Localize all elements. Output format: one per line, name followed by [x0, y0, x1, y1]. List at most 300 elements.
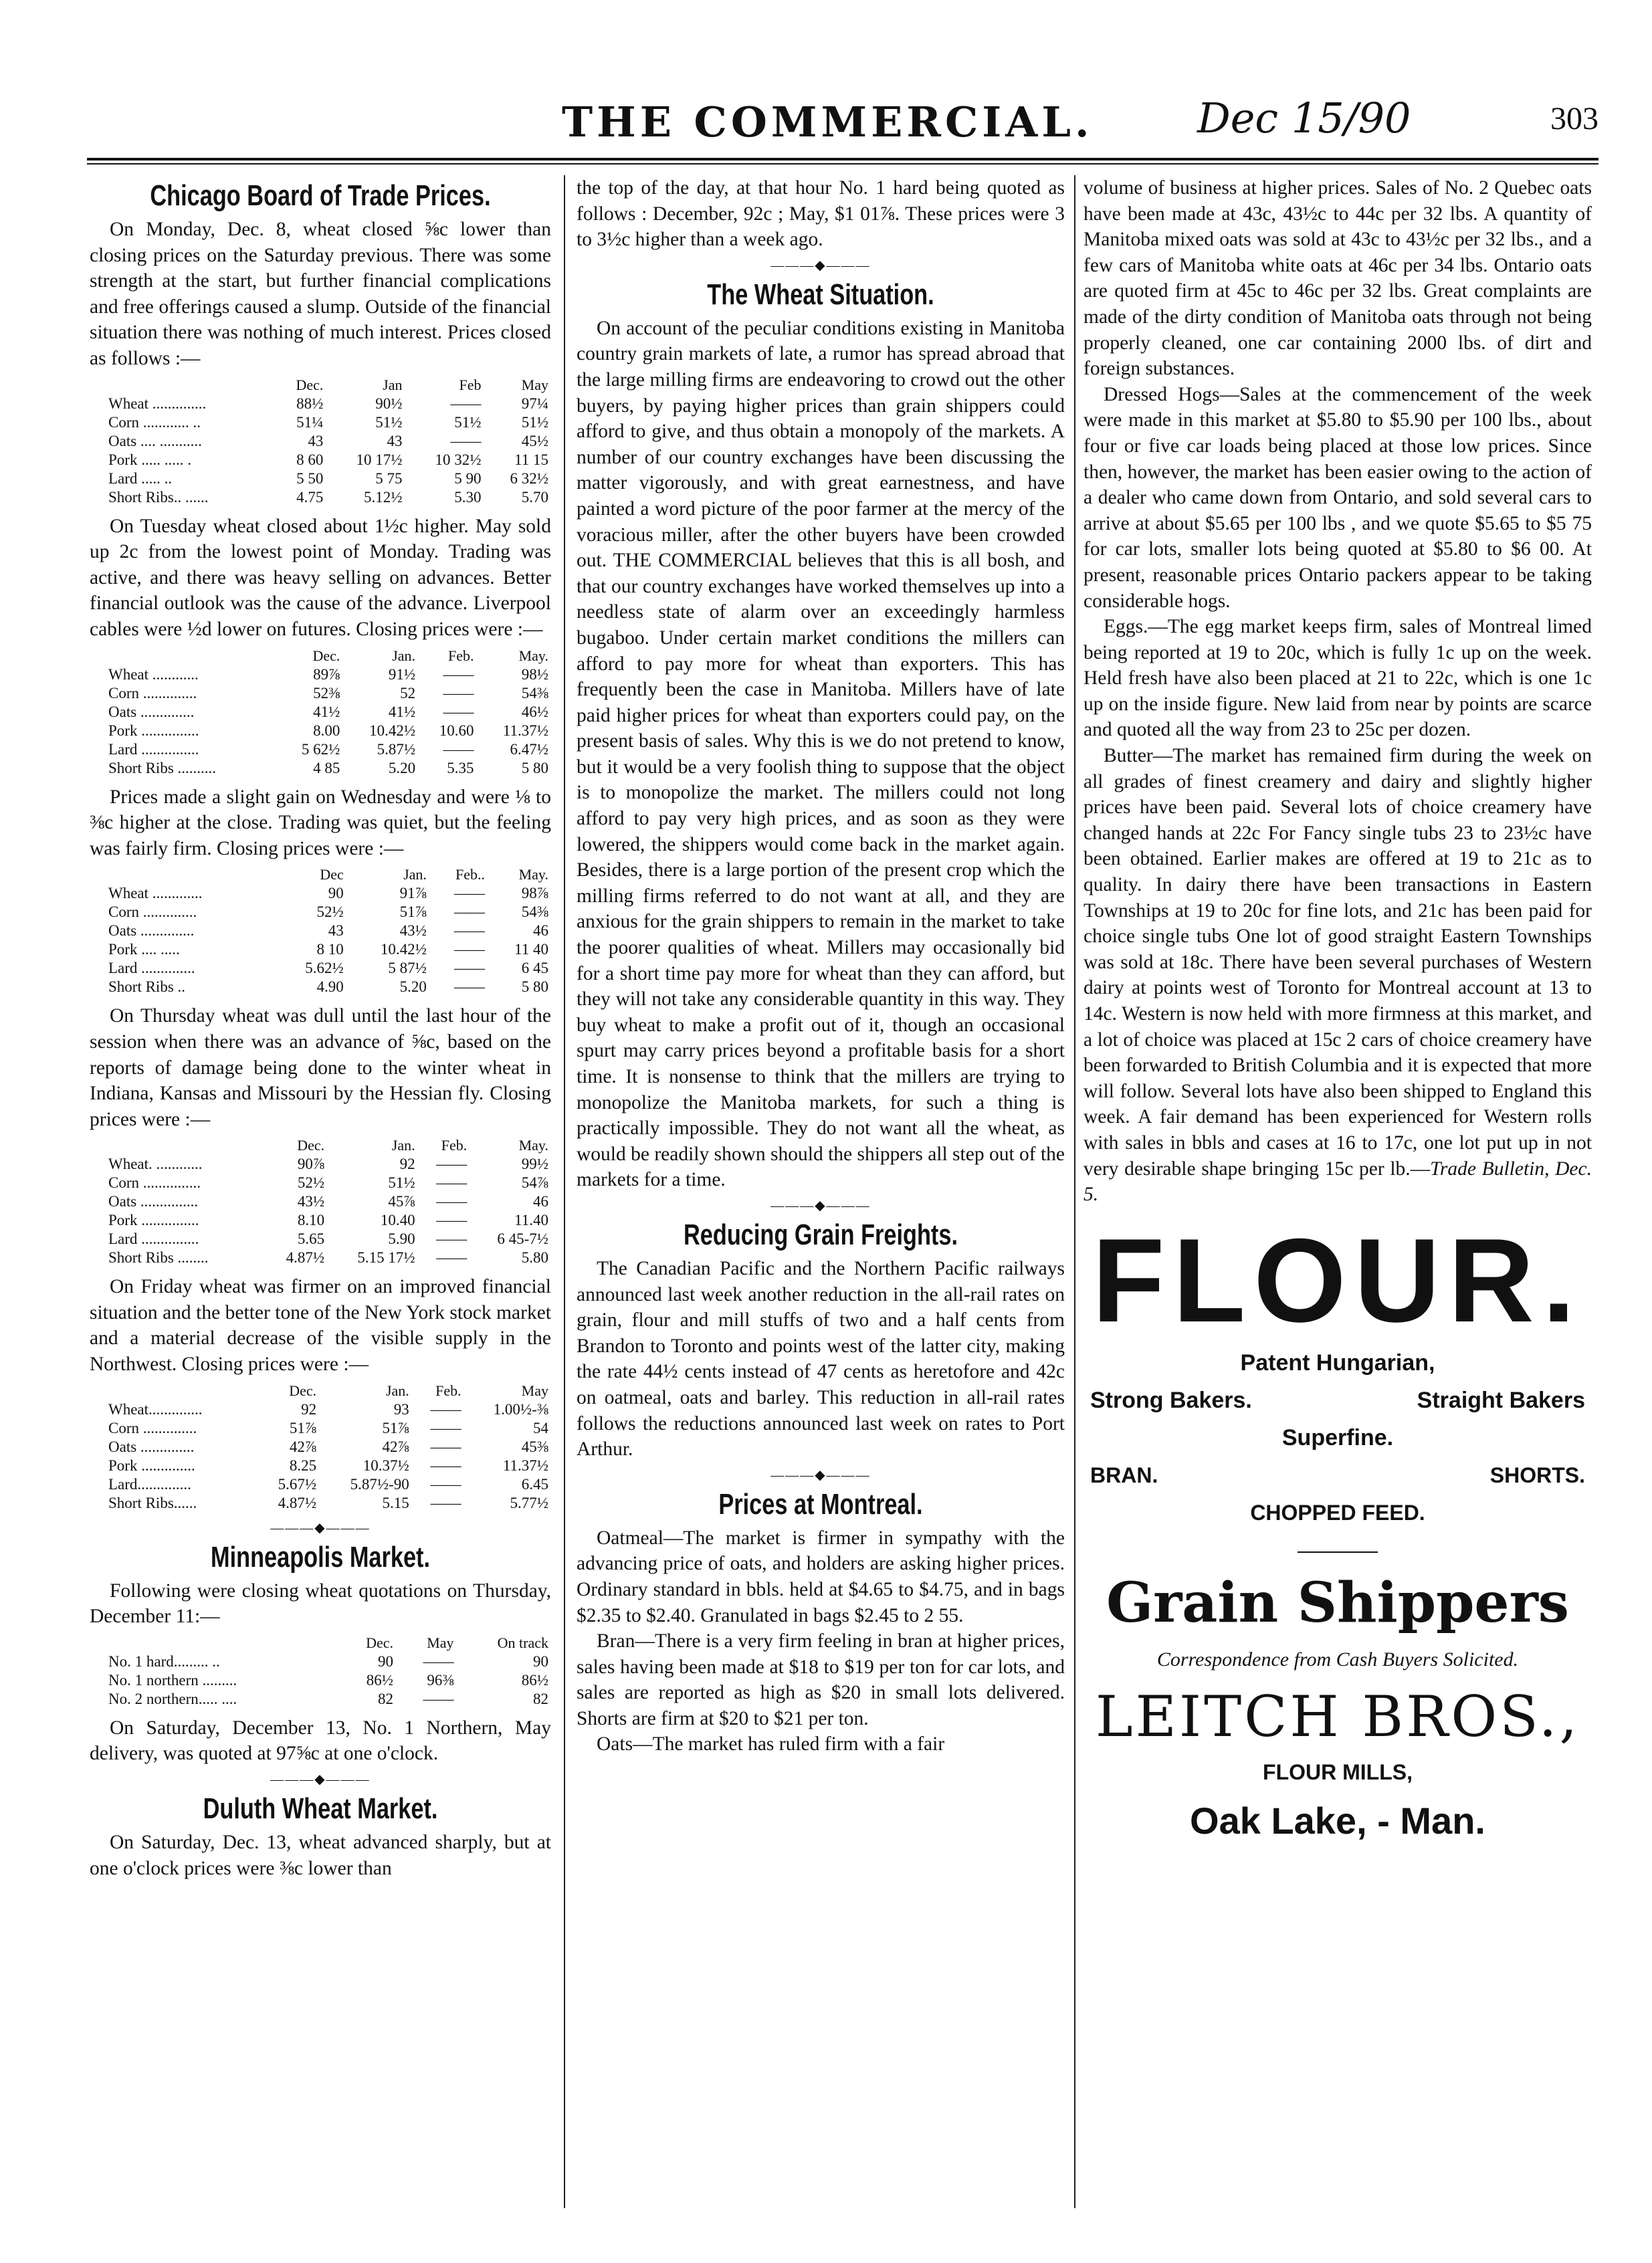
table-row: [90, 759, 551, 778]
table-cell: Pork .... .....: [108, 941, 180, 958]
table-cell: 90: [533, 1652, 548, 1670]
table-cell: ——: [443, 703, 474, 720]
table-cell: 90: [328, 885, 344, 902]
table-cell: ——: [450, 432, 482, 449]
table-cell: 4.90: [316, 978, 344, 996]
table-cell: 8.00: [313, 722, 340, 739]
table-header-cell: Dec.: [289, 1382, 317, 1399]
table-cell: Corn ............ ..: [108, 413, 201, 431]
table-cell: 11.37½: [502, 1457, 548, 1474]
table-header-cell: [90, 647, 279, 665]
ad-correspondence: Correspondence from Cash Buyers Solicited.: [1156, 1648, 1519, 1671]
table-cell: 91½: [388, 665, 416, 683]
article-wheat-situation: [577, 278, 1065, 1193]
table-cell: 6.45: [521, 1475, 548, 1493]
article-paragraph-continued: the top of the day, at that hour No. 1 hard being quoted as follows : December, 92c ; May, $1 01⅞. These prices were 3 to 3½c higher than a week ago.: [577, 177, 1065, 251]
table-cell: 43½: [399, 922, 427, 940]
table-cell: 82: [533, 1690, 548, 1707]
table-row: [90, 665, 551, 684]
table-cell: 5.80: [521, 1249, 548, 1267]
table-header-cell: Dec: [320, 866, 344, 883]
table-cell: 92: [301, 1400, 317, 1418]
table-cell: ——: [423, 1652, 454, 1670]
table-cell: 5.30: [454, 488, 482, 506]
column-3: [1083, 175, 1592, 2215]
table-cell: 11.37½: [502, 722, 548, 739]
table-cell: 5 50: [296, 469, 324, 487]
table-cell: 4.75: [296, 488, 324, 506]
table-row: [90, 1230, 551, 1249]
table-row: [90, 1211, 551, 1230]
table-cell: Pork ..... ..... .: [108, 451, 191, 468]
table-cell: 10 17½: [356, 451, 403, 468]
table-cell: ——: [436, 1174, 468, 1192]
table-cell: ——: [430, 1457, 461, 1474]
table-cell: ——: [453, 885, 485, 902]
table-row: [90, 722, 551, 740]
table-cell: 91⅞: [399, 885, 427, 902]
table-row: [90, 1671, 551, 1690]
table-cell: 82: [378, 1690, 394, 1707]
table-row: [90, 1400, 551, 1419]
table-cell: 5 80: [521, 978, 548, 996]
table-cell: 96⅜: [427, 1671, 454, 1689]
table-cell: 5.87½: [377, 740, 416, 758]
table-cell: 51⅞: [382, 1419, 409, 1436]
table-cell: ——: [443, 665, 474, 683]
masthead-rule-thick: [87, 158, 1598, 160]
table-cell: 41½: [388, 703, 416, 720]
article-minneapolis: [90, 1541, 551, 1767]
table-cell: 86½: [366, 1671, 394, 1689]
table-cell: Lard..............: [108, 1475, 191, 1493]
ad-item: Strong Bakers.: [1090, 1387, 1252, 1413]
table-cell: 90½: [375, 395, 403, 412]
ad-line: Patent Hungarian,: [1240, 1350, 1435, 1376]
table-cell: Oats ..............: [108, 703, 195, 720]
article-paragraph: On Friday wheat was firmer on an improved financial situation and the better tone of the New York stock market and a material decrease of the visible supply in the Northwest. Closing prices were :—: [90, 1276, 551, 1376]
table-header-cell: Dec.: [296, 376, 324, 393]
section-separator: ———◆———: [270, 1772, 371, 1788]
table-cell: 93: [393, 1400, 409, 1418]
table-row: [90, 903, 551, 922]
table-header-cell: Jan.: [392, 647, 416, 664]
article-paragraph: On Tuesday wheat closed about 1½c higher. May sold up 2c from the lowest point of Monday. Trading was active, and there was heavy selling on advances. Better financial outlook was the cause of the advance. Liverpool cables were ½d lower on futures. Closing prices were :—: [90, 515, 551, 640]
table-cell: 46: [533, 1193, 548, 1210]
table-cell: 4.87½: [286, 1249, 325, 1267]
table-cell: 45½: [521, 432, 548, 449]
table-cell: 10 32½: [435, 451, 482, 468]
table-header-row: [90, 1136, 551, 1155]
table-cell: Wheat..............: [108, 1400, 203, 1418]
table-row: [90, 1438, 551, 1457]
table-cell: 54⅞: [521, 1174, 548, 1192]
ad-company-name: LEITCH BROS.,: [1095, 1683, 1580, 1749]
table-cell: 52⅜: [313, 684, 340, 702]
table-row: [90, 884, 551, 903]
table-row: [90, 1249, 551, 1267]
table-cell: 51½: [454, 413, 482, 431]
ad-flour-mills: FLOUR MILLS,: [1263, 1759, 1413, 1784]
table-header-row: [90, 1382, 551, 1400]
table-cell: 97¼: [521, 395, 548, 412]
table-header-cell: Feb..: [455, 866, 485, 883]
table-cell: Short Ribs ..........: [108, 759, 217, 776]
table-header-cell: May.: [518, 647, 548, 664]
table-cell: 5 75: [375, 469, 403, 487]
table-header-cell: May: [427, 1634, 454, 1651]
table-cell: 45⅜: [521, 1438, 548, 1455]
table-cell: Oats .... ...........: [108, 432, 202, 449]
table-header-cell: May: [521, 1382, 548, 1399]
article-paragraph: [1083, 743, 1592, 1208]
table-row: [90, 922, 551, 940]
table-cell: 5.65: [297, 1230, 325, 1248]
price-table: [90, 865, 551, 996]
table-cell: 41½: [313, 703, 340, 720]
table-header-row: [90, 1634, 551, 1652]
table-cell: 54⅜: [521, 684, 548, 702]
ad-row: [1083, 1457, 1592, 1494]
table-header-cell: Jan.: [403, 866, 427, 883]
table-header-cell: May.: [518, 1137, 548, 1154]
table-header-cell: Feb: [459, 376, 482, 393]
table-cell: No. 1 hard......... ..: [108, 1652, 220, 1670]
table-cell: 92: [399, 1156, 415, 1173]
table-cell: 89⅞: [313, 665, 340, 683]
article-heading: Minneapolis Market.: [210, 1540, 431, 1574]
table-header-cell: [90, 1382, 256, 1400]
table-row: [90, 1494, 551, 1513]
ad-item: BRAN.: [1090, 1463, 1158, 1487]
table-header-cell: [90, 376, 276, 395]
article-duluth: [90, 1792, 551, 1881]
table-row: [90, 703, 551, 722]
table-cell: 45⅞: [388, 1193, 415, 1210]
table-cell: 6 32½: [510, 469, 548, 487]
table-header-cell: May.: [518, 866, 548, 883]
table-cell: 99½: [521, 1156, 548, 1173]
price-table: [90, 376, 551, 507]
table-cell: 54⅜: [521, 903, 548, 921]
table-cell: 51½: [375, 413, 403, 431]
table-cell: 90: [378, 1652, 394, 1670]
table-cell: 98½: [521, 665, 548, 683]
table-row: [90, 1419, 551, 1438]
table-cell: Short Ribs ........: [108, 1249, 209, 1267]
table-header-row: [90, 865, 551, 884]
butter-text: Butter—The market has remained firm during the week on all grades of finest creamery and dairy and slightly higher prices have been paid. Several lots of choice creamery have changed hands at 22c For Fancy single tubs 23 to 23½c have been obtained. Earlier makes are offered at 19 to 21c as to quality. In dairy there have been transactions in Eastern Townships at 19 to 20c for fine lots, and 21c has been paid for choice single tubs One lot of good straight Eastern Townships was sold at 18c. There have been several purchases of Western dairy at points west of Toronto for Montreal account at 13 to 14c. Western is now held with more firmness at this market, and a lot of choice was placed at 15c 2 cars of choice creamery have been forwarded to British Columbia and it is expected that more will follow. Several lots have also been shipped to England this week. A fair demand has been experienced for Western rolls with sales in bbls and cases at 16 to 17c, one lot put up in not very desirable shape bringing 15c per lb.—: [1083, 745, 1592, 1180]
article-paragraph: Eggs.—The egg market keeps firm, sales of Montreal limed being reported at 19 to 20c, which is fully 1c up on the week. Held fresh have also been placed at 21 to 22c, which is one 1c up on the inside figure. New laid from near by points are scarce and quoted all the way from 23 to 25c per dozen.: [1083, 616, 1592, 741]
table-header-cell: On track: [497, 1634, 548, 1651]
price-table: [90, 1136, 551, 1267]
table-cell: ——: [436, 1249, 468, 1267]
price-table: [90, 1382, 551, 1513]
article-chicago: [90, 179, 551, 1513]
table-header-cell: Dec.: [312, 647, 340, 664]
article-paragraph: On Saturday, December 13, No. 1 Northern, May delivery, was quoted at 97⅝c at one o'clock.: [90, 1717, 551, 1765]
table-cell: ——: [430, 1400, 461, 1418]
ad-grain-shippers: Grain Shippers: [1106, 1570, 1569, 1635]
table-cell: ——: [423, 1690, 454, 1707]
table-cell: Oats ..............: [108, 922, 195, 940]
table-header-row: [90, 376, 551, 395]
table-cell: 5.90: [388, 1230, 415, 1248]
ad-line: Superfine.: [1281, 1424, 1394, 1450]
table-row: [90, 413, 551, 432]
ad-location: Oak Lake, - Man.: [1190, 1799, 1485, 1842]
table-cell: Corn ..............: [108, 903, 197, 921]
table-header-cell: [90, 865, 276, 884]
table-cell: 10.40: [380, 1212, 415, 1229]
table-cell: 5 90: [454, 469, 482, 487]
table-cell: ——: [443, 684, 474, 702]
table-cell: ——: [430, 1494, 461, 1511]
column-1: [90, 175, 551, 2215]
masthead-rule-thin: [87, 163, 1598, 165]
table-cell: 6.47½: [510, 740, 548, 758]
table-cell: Short Ribs......: [108, 1494, 197, 1511]
table-cell: 86½: [521, 1671, 548, 1689]
table-cell: ——: [430, 1438, 461, 1455]
table-cell: Corn ..............: [108, 1419, 197, 1436]
table-cell: No. 2 northern..... ....: [108, 1690, 237, 1707]
table-row: [90, 432, 551, 451]
table-cell: Oats ...............: [108, 1193, 199, 1210]
table-row: [90, 1155, 551, 1174]
section-separator: ———◆———: [270, 1520, 371, 1535]
table-cell: 51½: [388, 1174, 415, 1192]
table-cell: 10.42½: [369, 722, 416, 739]
article-paragraph: Oatmeal—The market is firmer in sympathy with the advancing price of oats, and holders are asking higher prices. Ordinary standard in bbls. held at $4.65 to $4.75, and in bags $2.35 to $2.40. Granulated in bags $2.45 to 2 55.: [577, 1527, 1065, 1626]
table-row: [90, 940, 551, 959]
table-cell: 5 80: [521, 759, 548, 776]
section-separator: ———◆———: [770, 257, 871, 273]
table-header-cell: Jan.: [391, 1137, 415, 1154]
table-cell: 5.15 17½: [357, 1249, 415, 1267]
table-row: [90, 1174, 551, 1192]
table-cell: ——: [450, 395, 482, 412]
masthead: [87, 94, 1598, 154]
table-cell: 43: [308, 432, 324, 449]
table-header-cell: Jan.: [385, 1382, 409, 1399]
table-cell: 98⅞: [521, 885, 548, 902]
table-cell: ——: [436, 1230, 468, 1248]
masthead-title: THE COMMERCIAL.: [562, 98, 1094, 146]
table-cell: 4 85: [313, 759, 340, 776]
table-cell: 52½: [316, 903, 344, 921]
ad-flour-headline: FLOUR.: [1092, 1213, 1584, 1347]
table-cell: 5 87½: [388, 960, 427, 977]
table-cell: 10.37½: [363, 1457, 409, 1474]
table-cell: ——: [443, 740, 474, 758]
table-row: [90, 451, 551, 469]
source-citation: Trade Bulletin, Dec. 5.: [1083, 1158, 1592, 1206]
table-cell: 6 45-7½: [497, 1230, 548, 1248]
table-cell: 5.70: [521, 488, 548, 506]
table-cell: 43: [387, 432, 403, 449]
table-cell: ——: [436, 1193, 468, 1210]
table-row: [90, 684, 551, 703]
table-cell: 5.20: [388, 759, 416, 776]
table-cell: Wheat. ............: [108, 1156, 203, 1173]
table-cell: 8 10: [316, 941, 344, 958]
article-paragraph: The Canadian Pacific and the Northern Pacific railways announced last week another reduction in the all-rail rates on grain, flour and mill stuffs of two and a half cents from Brandon to Toronto and points west of the latter city, making the rate 44½ cents instead of 47 cents as heretofore and 42c on oatmeal, oats and barley. This reduction in all-rail rates follows the reductions announced last week on rates to Port Arthur.: [577, 1257, 1065, 1461]
advertisement-leitch-bros: [1083, 1213, 1592, 1851]
table-cell: 5.62½: [305, 960, 344, 977]
table-cell: 5.67½: [278, 1475, 317, 1493]
table-cell: 11.40: [514, 1212, 548, 1229]
table-cell: 5.87½-90: [350, 1475, 409, 1493]
table-cell: 42⅞: [289, 1438, 317, 1455]
table-cell: 5 62½: [301, 740, 340, 758]
article-heading: Chicago Board of Trade Prices.: [150, 179, 491, 212]
table-cell: 5.35: [447, 759, 474, 776]
table-header-cell: Feb.: [448, 647, 474, 664]
table-cell: 51⅞: [289, 1419, 317, 1436]
table-cell: ——: [453, 922, 485, 940]
table-cell: 51⅞: [399, 903, 427, 921]
table-cell: 11 15: [514, 451, 548, 468]
table-row: [90, 1690, 551, 1709]
table-row: [90, 978, 551, 996]
article-heading: The Wheat Situation.: [707, 278, 934, 311]
table-row: [90, 469, 551, 488]
table-cell: 88½: [296, 395, 324, 412]
table-cell: Short Ribs ..: [108, 978, 186, 996]
table-cell: 10.60: [439, 722, 474, 739]
table-cell: 51½: [521, 413, 548, 431]
table-cell: Lard ..... ..: [108, 469, 173, 487]
ad-divider: [1298, 1551, 1378, 1553]
table-header-cell: Feb.: [435, 1382, 461, 1399]
table-cell: Corn ..............: [108, 684, 197, 702]
article-grain-freights: [577, 1218, 1065, 1463]
table-cell: ——: [453, 960, 485, 977]
ad-row: [1083, 1382, 1592, 1419]
table-cell: 42⅞: [382, 1438, 409, 1455]
table-row: [90, 1192, 551, 1211]
table-header-cell: Dec.: [366, 1634, 394, 1651]
section-separator: ———◆———: [770, 1198, 871, 1213]
table-header-cell: May: [521, 376, 548, 393]
table-cell: ——: [436, 1156, 468, 1173]
table-cell: 6 45: [521, 960, 548, 977]
article-heading: Prices at Montreal.: [718, 1487, 923, 1521]
table-cell: 8.10: [297, 1212, 325, 1229]
table-cell: 4.87½: [278, 1494, 317, 1511]
table-header-cell: Jan: [383, 376, 403, 393]
table-cell: Lard ...............: [108, 1230, 199, 1248]
table-row: [90, 959, 551, 978]
table-cell: ——: [453, 903, 485, 921]
table-cell: ——: [430, 1419, 461, 1436]
table-cell: Pork ...............: [108, 722, 199, 739]
table-header-cell: Feb.: [441, 1137, 468, 1154]
table-header-cell: [90, 1136, 264, 1155]
article-heading: Reducing Grain Freights.: [684, 1218, 958, 1251]
table-cell: 1.00½-⅜: [493, 1400, 548, 1418]
table-cell: 11 40: [514, 941, 548, 958]
article-paragraph: On Monday, Dec. 8, wheat closed ⅝c lower than closing prices on the Saturday previous. There was some strength at the start, but further financial complications and free offerings caused a slump. Outside of the financial situation there was nothing of much interest. Prices closed as follows :—: [90, 219, 551, 369]
table-row: [90, 1652, 551, 1671]
table-cell: 8.25: [289, 1457, 317, 1474]
table-cell: ——: [453, 978, 485, 996]
table-cell: 90⅞: [297, 1156, 325, 1173]
table-cell: Short Ribs.. ......: [108, 488, 209, 506]
table-row: [90, 740, 551, 759]
article-paragraph: On account of the peculiar conditions existing in Manitoba country grain markets of late, a rumor has spread abroad that the large milling firms are endeavoring to crowd out the other buyers, by paying higher prices than grain shippers could afford to give, and thus obtain a monopoly of the markets. A number of our country exchanges have been discussing the matter vigorously, and with great earnestness, and have painted a word picture of the poor farmer at the mercy of the voracious miller, after the other buyers have been crowded out. THE COMMERCIAL believes that this is all bosh, and that our country exchanges have worked themselves up into a needless state of alarm over an exceedingly harmless bugaboo. Under certain market conditions the millers can afford to pay more for wheat than exporters. This has frequently been the case in Manitoba. Millers have of late paid higher prices for wheat than exporters could pay, on the present basis of sales. Why this is we do not pretend to know, but it would be a very foolish thing to suppose that the object is to monopolize the market. The millers could not long afford to pay very high prices, and as soon as they were lowered, the shippers would come back in the market again. Besides, there is a large portion of the present crop which the milling firms referred to do not want at all, and they are anxious for the grain shippers to remain in the market to take the poorer qualities of wheat. Millers may occasionally bid for a short time pay more for wheat than they can afford, but they will not take any considerable quantity in this way. They buy wheat to make a profit out of it, though an occasional spurt may carry prices beyond a profitable basis for a short time. It is nonsense to think that the millers are trying to monopolize the Manitoba markets, for such a thing is practically impossible. They do not want all the wheat, as would be readily shown should the shippers all step out of the markets for a time.: [577, 317, 1065, 1191]
table-row: [90, 1457, 551, 1475]
column-divider-1: [564, 175, 565, 2208]
table-cell: Lard ..............: [108, 960, 195, 977]
table-cell: Wheat ..............: [108, 395, 207, 412]
table-row: [90, 488, 551, 507]
ad-line: CHOPPED FEED.: [1250, 1500, 1425, 1525]
article-paragraph-continued: volume of business at higher prices. Sales of No. 2 Quebec oats have been made at 43c, 43½c to 44c per 32 lbs. A quantity of Manitoba mixed oats was sold at 43c to 43½c per 32 lbs., and a few cars of Manitoba white oats at 46c per 34 lbs. Ontario oats are quoted firm at 45c to 46c per 32 lbs. Great complaints are made of the dirty condition of Manitoba oats through not being properly cleaned, one car containing 2000 lbs. of dirt and foreign substances.: [1083, 177, 1592, 380]
table-cell: Oats ..............: [108, 1438, 195, 1455]
table-cell: Wheat .............: [108, 885, 203, 902]
table-cell: 8 60: [296, 451, 324, 468]
table-cell: 54: [533, 1419, 548, 1436]
table-cell: 52: [400, 684, 416, 702]
table-row: [90, 1475, 551, 1494]
article-paragraph: Bran—There is a very firm feeling in bran at higher prices, sales having been made at $18 to $19 per ton for car lots, and sales are reported as high as $20 in small lots delivered. Shorts are firm at $20 to $21 per ton.: [577, 1630, 1065, 1729]
table-cell: 43½: [297, 1193, 325, 1210]
article-paragraph: Following were closing wheat quotations on Thursday, December 11:—: [90, 1580, 551, 1628]
price-table: [90, 1634, 551, 1709]
table-cell: ——: [430, 1475, 461, 1493]
article-paragraph: Oats—The market has ruled firm with a fair: [597, 1733, 945, 1755]
table-cell: 5.20: [399, 978, 427, 996]
table-cell: Pork ...............: [108, 1212, 199, 1229]
table-cell: 52½: [297, 1174, 325, 1192]
table-cell: 5.12½: [363, 488, 403, 506]
column-divider-2: [1074, 175, 1075, 2208]
page-number: 303: [1550, 101, 1598, 136]
table-header-cell: [90, 1634, 341, 1652]
table-header-cell: Dec.: [297, 1137, 325, 1154]
article-heading: Duluth Wheat Market.: [203, 1792, 438, 1826]
table-cell: 43: [328, 922, 344, 940]
table-cell: Corn ...............: [108, 1174, 201, 1192]
article-paragraph: Dressed Hogs—Sales at the commencement of the week were made in this market at $5.80 to $5.90 per 100 lbs., about four or five car loads being placed at those low prices. Since then, however, the market has been easier owing to the action of a dealer who came down from Ontario, and sold several cars to arrive at about $5.65 per 100 lbs , and we quote $5.65 to $5 75 for car lots, smaller lots being quoted at $5.80 to $6 00. At present, reasonable prices Ontario packers appear to be taking considerable hogs.: [1083, 383, 1592, 612]
article-paragraph: Prices made a slight gain on Wednesday and were ⅛ to ⅜c higher at the close. Trading was quiet, but the feeling was fairly firm. Closing prices were :—: [90, 786, 551, 859]
section-separator: ———◆———: [770, 1467, 871, 1483]
ad-item: SHORTS.: [1489, 1463, 1585, 1487]
ad-item: Straight Bakers: [1417, 1387, 1585, 1413]
table-cell: 46: [533, 922, 548, 940]
article-paragraph: On Saturday, Dec. 13, wheat advanced sharply, but at one o'clock prices were ⅜c lower than: [90, 1832, 551, 1879]
table-cell: No. 1 northern .........: [108, 1671, 237, 1689]
table-cell: 10.42½: [380, 941, 427, 958]
article-paragraph: On Thursday wheat was dull until the last hour of the session when there was an advance of ⅝c, based on the reports of damage being done to the winter wheat in Indiana, Kansas and Missouri by the Hessian fly. Closing prices were :—: [90, 1005, 551, 1130]
table-cell: Wheat ............: [108, 665, 199, 683]
handwritten-date: Dec 15/90: [1197, 94, 1411, 142]
table-cell: 5.15: [382, 1494, 409, 1511]
table-cell: 46½: [521, 703, 548, 720]
table-cell: 51¼: [296, 413, 324, 431]
table-header-row: [90, 647, 551, 665]
table-row: [90, 395, 551, 413]
table-cell: 5.77½: [510, 1494, 548, 1511]
table-cell: Pork ..............: [108, 1457, 195, 1474]
table-cell: Lard ...............: [108, 740, 199, 758]
table-cell: ——: [436, 1212, 468, 1229]
article-montreal: [577, 1488, 1065, 1757]
price-table: [90, 647, 551, 778]
column-2: [577, 175, 1065, 2215]
